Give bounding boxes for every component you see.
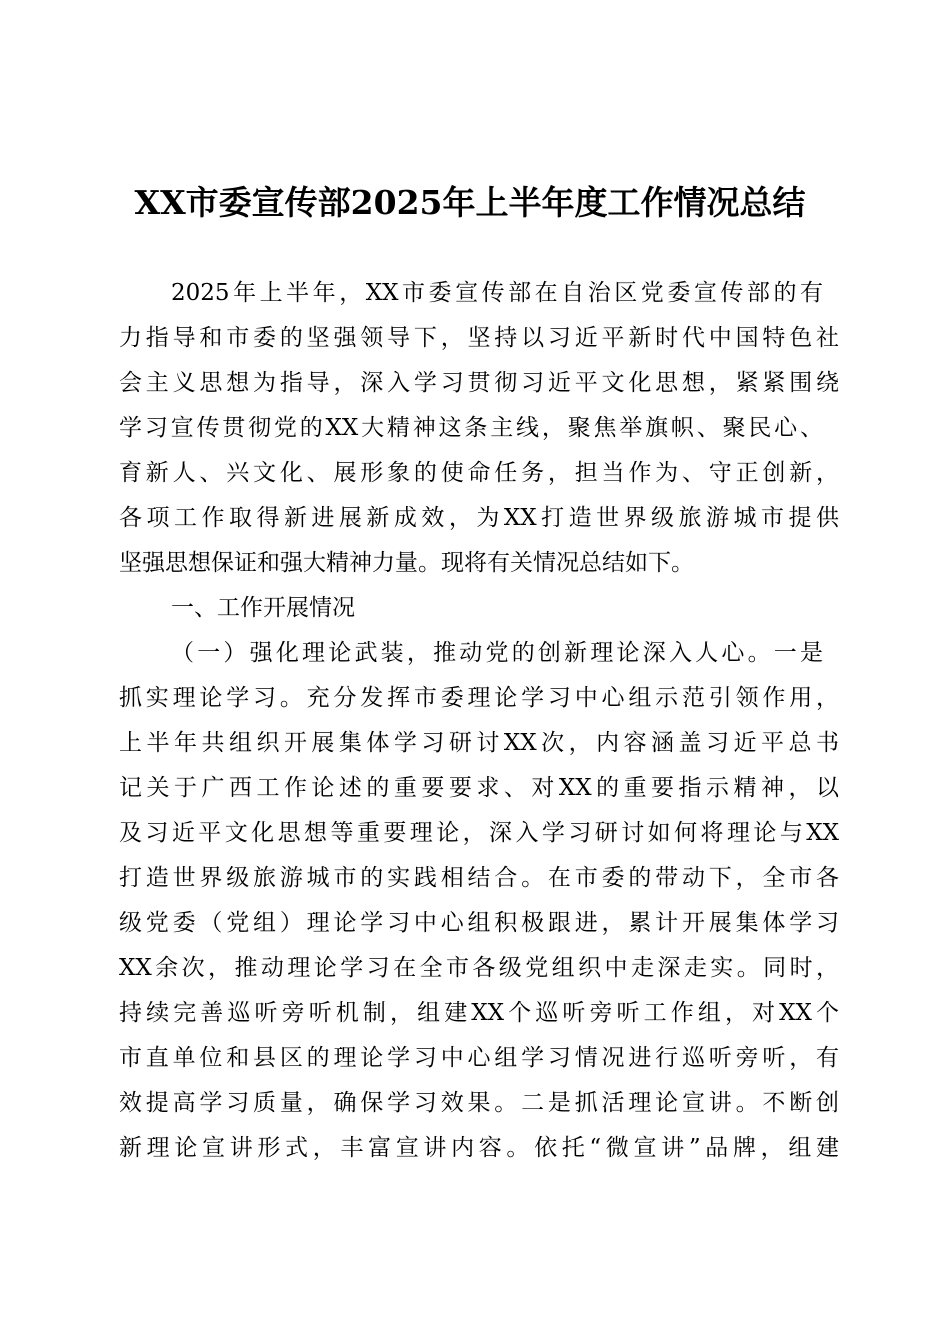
paragraph-line: 2025年上半年，XX市委宣传部在自治区党委宣传部的有 bbox=[171, 280, 823, 306]
paragraph-line: 育新人、兴文化、展形象的使命任务，担当作为、守正创新， bbox=[119, 460, 839, 486]
paragraph-line: 打造世界级旅游城市的实践相结合。在市委的带动下，全市各 bbox=[119, 865, 839, 891]
paragraph-line: 力指导和市委的坚强领导下，坚持以习近平新时代中国特色社 bbox=[119, 325, 839, 351]
paragraph-line: 新理论宣讲形式，丰富宣讲内容。依托“微宣讲”品牌，组建 bbox=[119, 1135, 839, 1161]
paragraph-line: 各项工作取得新进展新成效，为XX打造世界级旅游城市提供 bbox=[119, 505, 839, 531]
paragraph-line: 持续完善巡听旁听机制，组建XX个巡听旁听工作组，对XX个 bbox=[119, 1000, 839, 1026]
paragraph-line: 抓实理论学习。充分发挥市委理论学习中心组示范引领作用， bbox=[119, 685, 839, 711]
paragraph-line: 上半年共组织开展集体学习研讨XX次，内容涵盖习近平总书 bbox=[119, 730, 839, 756]
paragraph-line: 记关于广西工作论述的重要要求、对XX的重要指示精神，以 bbox=[119, 775, 839, 801]
paragraph-line: 级党委（党组）理论学习中心组积极跟进，累计开展集体学习 bbox=[119, 910, 839, 936]
paragraph-line: （一）强化理论武装，推动党的创新理论深入人心。一是 bbox=[171, 640, 823, 666]
paragraph-line: 坚强思想保证和强大精神力量。现将有关情况总结如下。 bbox=[119, 550, 694, 576]
paragraph-line: 市直单位和县区的理论学习中心组学习情况进行巡听旁听，有 bbox=[119, 1045, 839, 1071]
paragraph-line: 效提高学习质量，确保学习效果。二是抓活理论宣讲。不断创 bbox=[119, 1090, 839, 1116]
document-title: XX市委宣传部2025年上半年度工作情况总结 bbox=[134, 183, 806, 222]
paragraph-line: 会主义思想为指导，深入学习贯彻习近平文化思想，紧紧围绕 bbox=[119, 370, 839, 396]
section-heading: 一、工作开展情况 bbox=[171, 595, 355, 621]
paragraph-line: 及习近平文化思想等重要理论，深入学习研讨如何将理论与XX bbox=[119, 820, 839, 846]
paragraph-line: 学习宣传贯彻党的XX大精神这条主线，聚焦举旗帜、聚民心、 bbox=[119, 415, 823, 441]
paragraph-line: XX余次，推动理论学习在全市各级党组织中走深走实。同时， bbox=[119, 955, 839, 981]
